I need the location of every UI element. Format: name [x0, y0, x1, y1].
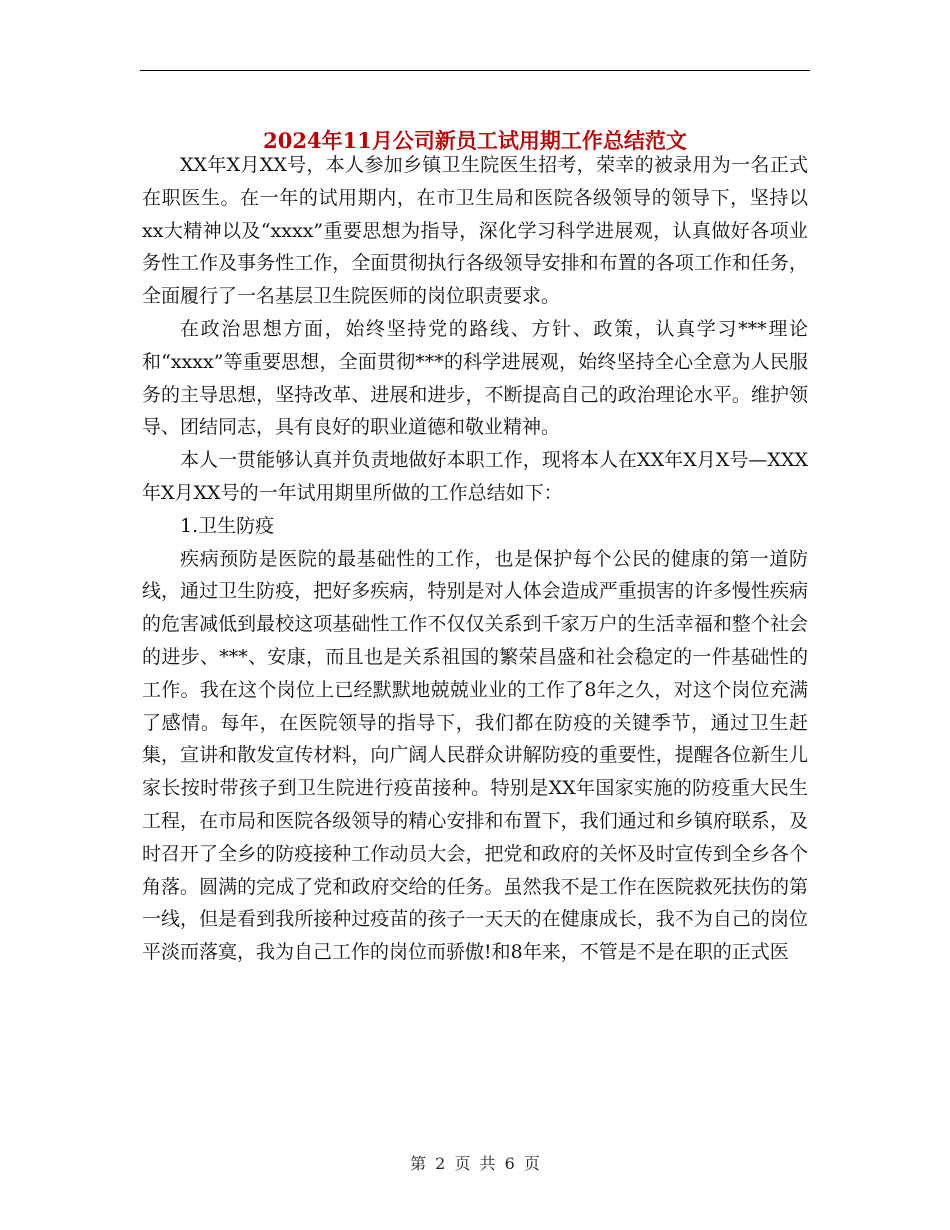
paragraph-epidemic-prevention: 疾病预防是医院的最基础性的工作，也是保护每个公民的健康的第一道防线，通过卫生防疫，把好多疾病，特别是对人体会造成严重损害的许多慢性疾病的危害减低到最校这项基础性工作不仅仅关系到千家万户的生活幸福和整个社会的进步、***、安康，而且也是关系祖国的繁荣昌盛和社会稳定的一件基础性的工作。我在这个岗位上已经默默地兢兢业业的工作了8年之久，对这个岗位充满了感情。每年，在医院领导的指导下，我们都在防疫的关键季节，通过卫生赶集，宣讲和散发宣传材料，向广阔人民群众讲解防疫的重要性，提醒各位新生儿家长按时带孩子到卫生院进行疫苗接种。特别是XX年国家实施的防疫重大民生工程，在市局和医院各级领导的精心安排和布置下，我们通过和乡镇府联系，及时召开了全乡的防疫接种工作动员大会，把党和政府的关怀及时宣传到全乡各个角落。圆满的完成了党和政府交给的任务。虽然我不是工作在医院救死扶伤的第一线，但是看到我所接种过疫苗的孩子一天天的在健康成长，我不为自己的岗位平淡而落寞，我为自己工作的岗位而骄傲!和8年来，不管是不是在职的正式医 [142, 547, 808, 964]
page-number-footer: 第 2 页 共 6 页 [410, 1154, 540, 1173]
section-heading-epidemic-prevention: 1.卫生防疫 [180, 514, 275, 537]
paragraph-intro: XX年X月XX号，本人参加乡镇卫生院医生招考，荣幸的被录用为一名正式在职医生。在一年的试用期内，在市卫生局和医院各级领导的领导下，坚持以xx大精神以及“xxxx”重要思想为指导，深化学习科学进展观，认真做好各项业务性工作及事务性工作，全面贯彻执行各级领导安排和布置的各项工作和任务，全面履行了一名基层卫生院医师的岗位职责要求。 [142, 154, 808, 308]
document-title: 2024年11月公司新员工试用期工作总结范文 [263, 128, 687, 154]
document-body [142, 149, 808, 969]
paragraph-political: 在政治思想方面，始终坚持党的路线、方针、政策，认真学习***理论和“xxxx”等重要思想，全面贯彻***的科学进展观，始终坚持全心全意为人民服务的主导思想，坚持改革、进展和进步，不断提高自己的政治理论水平。维护领导、团结同志，具有良好的职业道德和敬业精神。 [142, 317, 808, 439]
paragraph-summary-lead: 本人一贯能够认真并负责地做好本职工作，现将本人在XX年X月X号—XXX年X月XX号的一年试用期里所做的工作总结如下： [142, 449, 808, 504]
header-rule [140, 70, 810, 71]
